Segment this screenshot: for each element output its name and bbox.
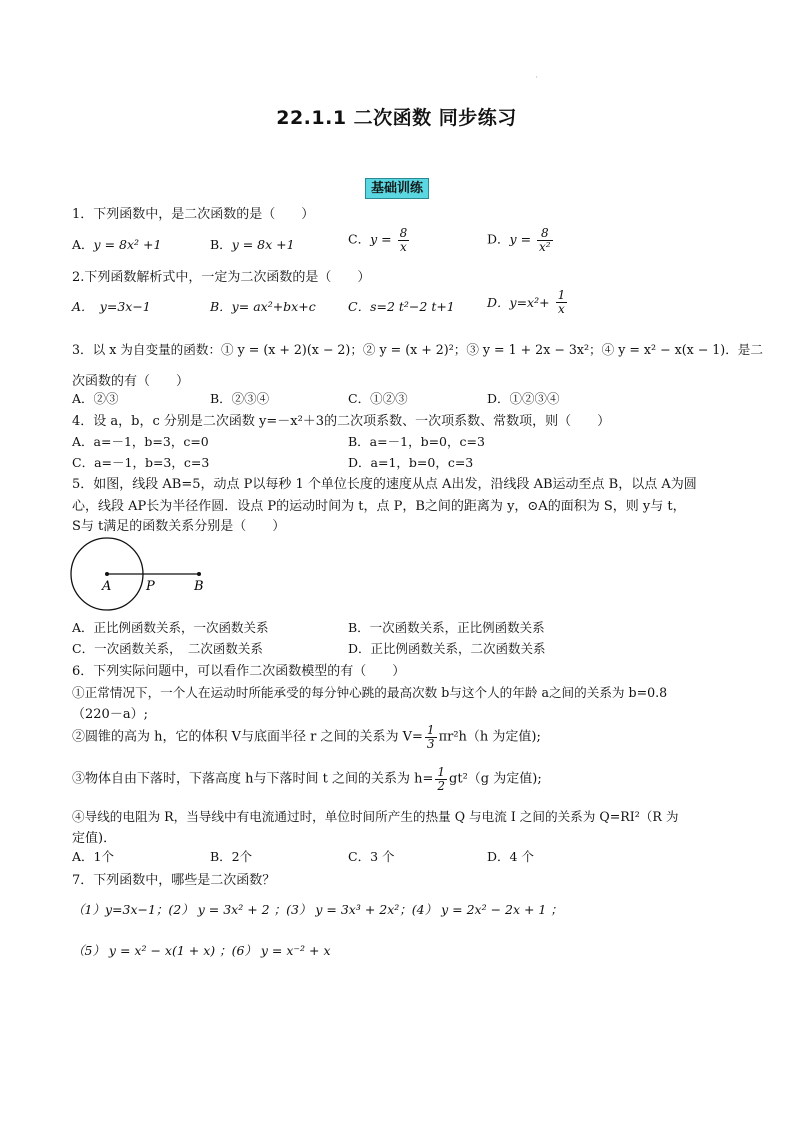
q1-option-a: A．y = 8x² +1 (72, 237, 162, 252)
q6-item1-line1: ①正常情况下，一个人在运动时所能承受的每分钟心跳的最高次数 b与这个人的年龄 a之间的关系为 b=0.8 (72, 685, 668, 700)
q1-stem: 1．下列函数中，是二次函数的是（ ） (72, 207, 315, 222)
q5-line1: 5．如图，线段 AB=5，动点 P以每秒 1 个单位长度的速度从点 A出发，沿线段 AB运动至点 B，以点 A为圆 (72, 477, 697, 492)
point-p-label: P (146, 579, 155, 594)
q1-c-fraction: $\frac{8}{x}$ (399, 226, 408, 254)
point-b-label: B (194, 579, 204, 594)
q2-d-fraction: $\frac{1}{x}$ (557, 288, 566, 316)
q6-item4-line1: ④导线的电阻为 R，当导线中有电流通过时，单位时间所产生的热量 Q 与电流 I 之间的关系为 Q=RI²（R 为 (72, 809, 679, 824)
q6-item2-fraction: $\frac{1}{3}$ (426, 723, 435, 751)
point-a-dot (105, 572, 109, 576)
q3-option-a: A．②③ (72, 391, 119, 406)
q3-option-c: C．①②③ (348, 391, 408, 406)
q5-option-a: A．正比例函数关系，一次函数关系 (72, 620, 269, 635)
q5-option-b: B．一次函数关系，正比例函数关系 (348, 620, 545, 635)
q5-line2: 心，线段 AP长为半径作圆．设点 P的运动时间为 t，点 P，B之间的距离为 y，⊙A的面积为 S，则 y与 t， (72, 499, 686, 514)
q4-option-a: A．a=－1，b=3，c=0 (72, 434, 209, 449)
q2-option-a: A． y=3x−1 (72, 299, 151, 314)
page-title: 22.1.1 二次函数 同步练习 (276, 107, 517, 129)
q4-stem: 4．设 a，b，c 分别是二次函数 y=－x²＋3的二次项系数、一次项系数、常数项，则（ ） (72, 414, 611, 429)
q5-figure (66, 536, 226, 616)
q7-line2: （5） y = x² − x(1 + x) ；(6） y = x⁻² + x (72, 943, 331, 958)
q1-option-d: D．y = $\frac{8}{\text{x²}}$ (487, 226, 551, 254)
q6-item1-line2: （220－a）; (72, 707, 148, 722)
header-mark: ' (536, 76, 538, 83)
q4-option-d: D．a=1，b=0，c=3 (348, 455, 474, 470)
q3-line1: 3．以 x 为自变量的函数：① y = (x + 2)(x − 2)；② y = (x + 2)²；③ y = 1 + 2x − 3x²；④ y = x² − x(x − 1)．是二 (72, 342, 763, 357)
q1-option-b: B．y = 8x +1 (210, 237, 295, 252)
q1-d-fraction: $\frac{8}{\text{x²}}$ (539, 226, 551, 254)
q2-option-b: B．y= ax²+bx+c (210, 299, 316, 314)
q5-option-c: C．一次函数关系， 二次函数关系 (72, 641, 263, 656)
q1-option-c: C．y = $\frac{8}{x}$ (348, 226, 408, 254)
q2-option-d: D．y=x²+ $\frac{1}{x}$ (487, 288, 566, 316)
q6-item3: ③物体自由下落时，下落高度 h与下落时间 t 之间的关系为 h= $\frac{1}{2}$ gt²（g 为定值); (72, 765, 542, 793)
q7-line1: （1）y=3x−1；(2） y = 3x² + 2 ；(3） y = 3x³ + 2x²；(4） y = 2x² − 2x + 1 ； (72, 902, 563, 917)
q2-stem: 2.下列函数解析式中，一定为二次函数的是（ ） (72, 270, 371, 285)
q6-stem: 6．下列实际问题中，可以看作二次函数模型的有（ ） (72, 664, 406, 679)
q3-line2: 次函数的有（ ） (72, 374, 190, 389)
q6-option-c: C．3 个 (348, 849, 395, 864)
q6-option-a: A．1个 (72, 849, 114, 864)
q6-item2: ②圆锥的高为 h，它的体积 V与底面半径 r 之间的关系为 V= $\frac{1}{3}$ πr²h（h 为定值); (72, 723, 541, 751)
point-b-dot (197, 572, 201, 576)
q6-item3-fraction: $\frac{1}{2}$ (437, 765, 446, 793)
q6-option-b: B．2个 (210, 849, 253, 864)
q6-option-d: D．4 个 (487, 849, 534, 864)
q3-option-b: B．②③④ (210, 391, 270, 406)
q6-item4-line2: 定值)． (72, 831, 117, 846)
section-label: 基础训练 (365, 178, 429, 199)
q2-option-c: C．s=2 t²−2 t+1 (348, 299, 455, 314)
q3-option-d: D．①②③④ (487, 391, 560, 406)
q4-option-c: C．a=－1，b=3，c=3 (72, 455, 210, 470)
q7-stem: 7．下列函数中，哪些是二次函数？ (72, 873, 276, 888)
q4-option-b: B．a=－1，b=0，c=3 (348, 434, 485, 449)
q5-option-d: D．正比例函数关系，二次函数关系 (348, 641, 546, 656)
point-a-label: A (102, 579, 112, 594)
q5-line3: S与 t满足的函数关系分别是（ ） (72, 519, 286, 534)
